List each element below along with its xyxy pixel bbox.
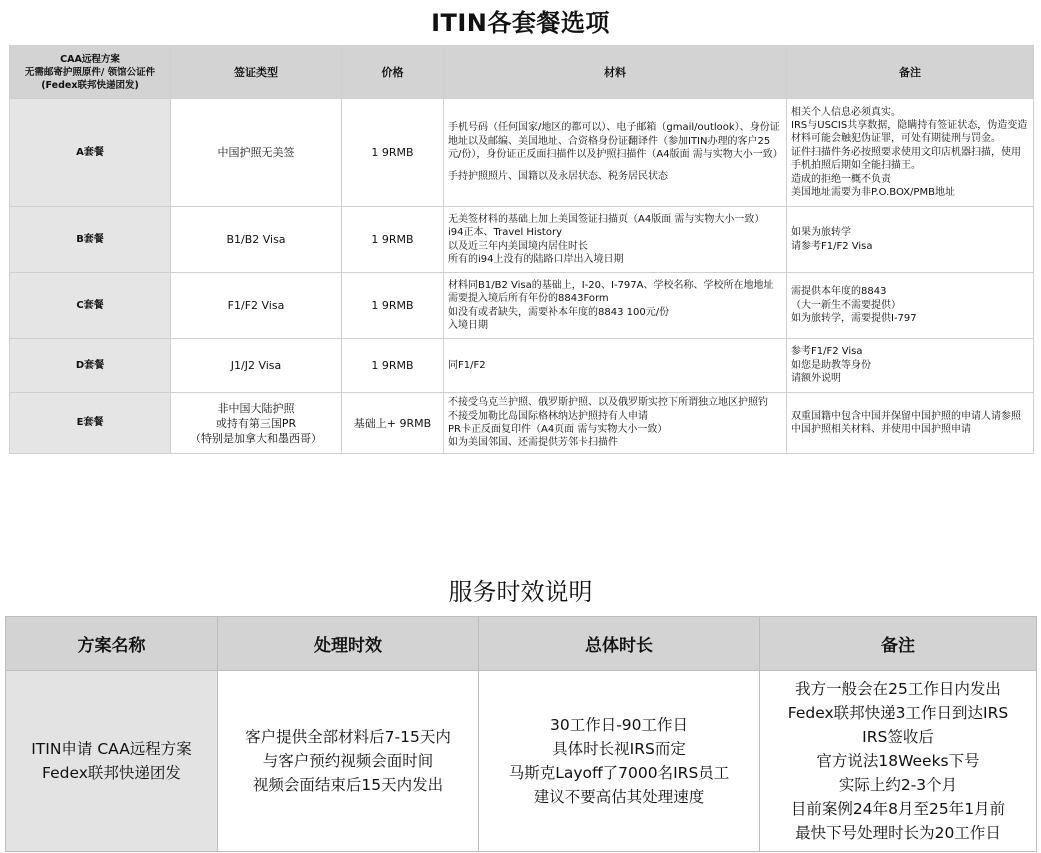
visa-type: 中国护照无美签 bbox=[171, 99, 342, 207]
notes bbox=[787, 393, 1034, 454]
materials bbox=[444, 393, 787, 454]
materials-main: 不接受乌克兰护照、俄罗斯护照、以及俄罗斯实控下所谓独立地区护照钓 不接受加勒比岛国际格林纳达护照持有人申请 PR卡正反面复印件（A4页面 需与实物大小一致） 如为美国邻国、还需提供芳邻卡扫描件 bbox=[448, 397, 768, 449]
package-name: C套餐 bbox=[10, 273, 171, 339]
header-notes: 备注 bbox=[760, 617, 1037, 671]
package-name: B套餐 bbox=[10, 207, 171, 273]
notes-text: 如果为旅转学 请参考F1/F2 Visa bbox=[791, 227, 873, 252]
materials-extra: 手持护照照片、国籍以及永居状态、税务居民状态 bbox=[448, 171, 668, 183]
table-header-row bbox=[6, 617, 1037, 671]
header-processing-time: 处理时效 bbox=[218, 617, 479, 671]
notes bbox=[787, 339, 1034, 393]
notes: 我方一般会在25工作日内发出 Fedex联邦快递3工作日到达IRS IRS签收后 官方说法18Weeks下号 实际上约2-3个月 目前案例24年8月至25年1月前 最快下号处理时长为20工作日 bbox=[760, 671, 1037, 852]
notes-text: 参考F1/F2 Visa 如您是助教等身份 请额外说明 bbox=[791, 346, 871, 385]
price: 基础上+ 9RMB bbox=[342, 393, 444, 454]
table-row bbox=[10, 339, 1034, 393]
table-header-row bbox=[10, 46, 1034, 99]
service-time-table bbox=[5, 616, 1037, 852]
notes bbox=[787, 273, 1034, 339]
itin-options-title: ITIN各套餐选项 bbox=[431, 9, 610, 37]
materials bbox=[444, 99, 787, 207]
header-materials: 材料 bbox=[444, 46, 787, 99]
materials bbox=[444, 339, 787, 393]
table-row bbox=[6, 671, 1037, 852]
header-plan: CAA远程方案 无需邮寄护照原件/ 领馆公证件 (Fedex联邦快递团发) bbox=[10, 46, 171, 99]
price: 1 9RMB bbox=[342, 207, 444, 273]
plan-name: ITIN申请 CAA远程方案 Fedex联邦快递团发 bbox=[6, 671, 218, 852]
visa-type: F1/F2 Visa bbox=[171, 273, 342, 339]
processing-time: 客户提供全部材料后7-15天内 与客户预约视频会面时间 视频会面结束后15天内发出 bbox=[218, 671, 479, 852]
materials bbox=[444, 207, 787, 273]
visa-type: J1/J2 Visa bbox=[171, 339, 342, 393]
materials-main: 同F1/F2 bbox=[448, 359, 486, 371]
package-name: A套餐 bbox=[10, 99, 171, 207]
price: 1 9RMB bbox=[342, 339, 444, 393]
total-duration: 30工作日-90工作日 具体时长视IRS而定 马斯克Layoff了7000名IRS员工 建议不要高估其处理速度 bbox=[479, 671, 760, 852]
itin-packages-table bbox=[9, 45, 1034, 454]
table-row bbox=[10, 273, 1034, 339]
notes bbox=[787, 207, 1034, 273]
visa-type: B1/B2 Visa bbox=[171, 207, 342, 273]
header-total-duration: 总体时长 bbox=[479, 617, 760, 671]
header-price: 价格 bbox=[342, 46, 444, 99]
notes-text: 双重国籍中包含中国并保留中国护照的申请人请参照中国护照相关材料、并使用中国护照申请 bbox=[791, 410, 1021, 435]
package-name: E套餐 bbox=[10, 393, 171, 454]
materials bbox=[444, 273, 787, 339]
price: 1 9RMB bbox=[342, 99, 444, 207]
notes-text: 需提供本年度的8843 （大一新生不需要提供） 如为旅转学，需要提供I-797 bbox=[791, 286, 917, 325]
service-time-title: 服务时效说明 bbox=[448, 578, 593, 606]
table-row bbox=[10, 207, 1034, 273]
materials-main: 材料同B1/B2 Visa的基础上，I-20、I-797A、学校名称、学校所在地地址 需要提入境后所有年份的8843Form 如没有或者缺失，需要补本年度的8843 100元/份 入境日期 bbox=[448, 279, 774, 331]
visa-type: 非中国大陆护照 或持有第三国PR （特别是加拿大和墨西哥） bbox=[171, 393, 342, 454]
header-notes: 备注 bbox=[787, 46, 1034, 99]
notes bbox=[787, 99, 1034, 207]
package-name: D套餐 bbox=[10, 339, 171, 393]
table-row bbox=[10, 393, 1034, 454]
materials-main: 手机号码（任何国家/地区的都可以）、电子邮箱（gmail/outlook）、身份证地址以及邮编、美国地址、合资格身份证翻译件（参加ITIN办理的客户25元/份），身份证正反面扫描件以及护照扫描件（A4版面 需与实物大小一致） bbox=[448, 122, 783, 160]
materials-main: 无美签材料的基础上加上美国签证扫描页（A4版面 需与实物大小一致） i94正本、Travel History 以及近三年内美国境内居住时长 所有的i94上没有的陆路口岸出入境日期 bbox=[448, 213, 765, 265]
notes-text: 相关个人信息必须真实。 IRS与USCIS共享数据，隐瞒持有签证状态，伪造变造材料可能会触犯伪证罪，可处有期徒刑与罚金。 证件扫描件务必按照要求使用文印店机器扫描，使用手机拍照后期如全能扫描王。 造成的拒绝一概不负责 美国地址需要为非P.O.BOX/PMB地址 bbox=[791, 106, 1028, 199]
header-plan-name: 方案名称 bbox=[6, 617, 218, 671]
table-row bbox=[10, 99, 1034, 207]
price: 1 9RMB bbox=[342, 273, 444, 339]
header-visa-type: 签证类型 bbox=[171, 46, 342, 99]
